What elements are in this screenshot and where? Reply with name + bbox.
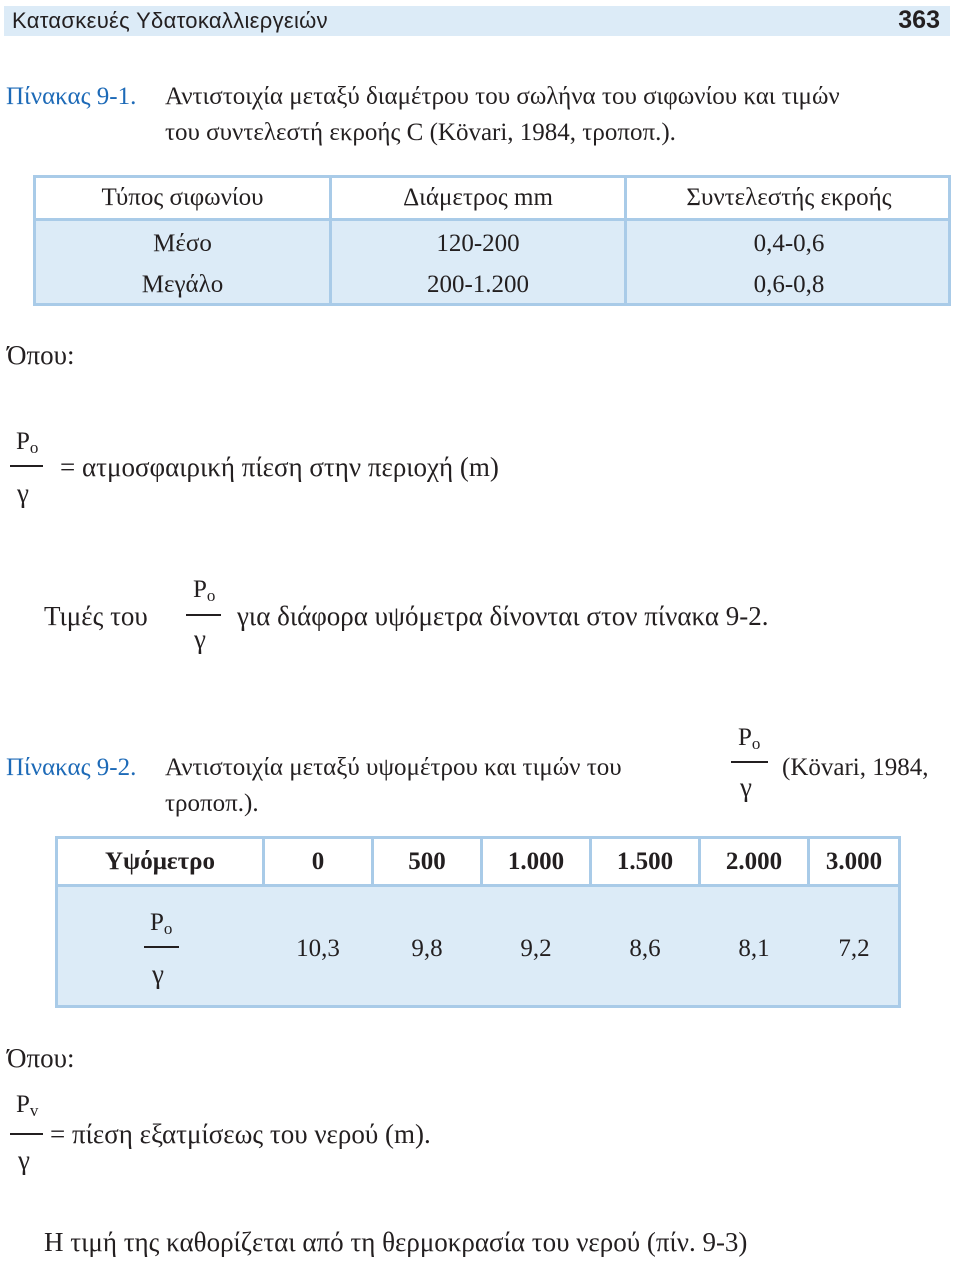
table2-caption-citation: (Kövari, 1984,: [782, 754, 929, 781]
running-header: [4, 6, 950, 36]
values-prefix: Τιμές του: [44, 601, 148, 631]
table-cell: 8,1: [738, 935, 770, 962]
table-cell: 9,2: [520, 935, 552, 962]
table-header-cell: Υψόμετρο: [104, 848, 215, 875]
definition-vapor-pressure: = πίεση εξατμίσεως του νερού (m).: [50, 1119, 431, 1149]
table-cell: 7,2: [838, 935, 870, 962]
table-header-cell: Συντελεστής εκροής: [686, 184, 892, 211]
table-cell: 120-200: [436, 230, 520, 257]
table2-caption-label: Πίνακας 9-2.: [6, 754, 137, 781]
table-header-cell: Τύπος σιφωνίου: [101, 184, 264, 211]
table1-caption-line1: Αντιστοιχία μεταξύ διαμέτρου του σωλήνα του σιφωνίου και τιμών: [165, 83, 840, 110]
table-header-cell: 2.000: [725, 848, 783, 875]
altitude-table: Υψόμετρο 0 500 1.000 1.500 2.000 3.000 Po γ 10,3 9,8 9,2 8,6 8,1 7,2: [55, 836, 901, 1008]
values-suffix: για διάφορα υψόμετρα δίνονται στον πίνακα 9-2.: [237, 601, 769, 631]
table2-caption-line2: τροποπ.).: [165, 790, 259, 817]
table2-caption-line1: Αντιστοιχία μεταξύ υψομέτρου και τιμών του: [165, 754, 622, 781]
table-header-cell: 0: [311, 848, 325, 875]
table-cell: 9,8: [411, 935, 443, 962]
table-header-cell: 3.000: [825, 848, 883, 875]
closing-sentence: Η τιμή της καθορίζεται από τη θερμοκρασία του νερού (πίν. 9-3): [44, 1227, 748, 1257]
book-title: Κατασκευές Υδατοκαλλιεργειών: [12, 8, 328, 33]
fraction-bar: [144, 946, 179, 948]
table-cell: 0,6-0,8: [753, 271, 825, 298]
fraction-bar: [731, 761, 768, 763]
table-cell: Μέσο: [153, 230, 212, 257]
fraction-bar: [10, 465, 43, 467]
where-label: Όπου:: [7, 340, 75, 370]
table1-caption-label: Πίνακας 9-1.: [6, 83, 137, 110]
page-number: 363: [898, 6, 940, 34]
definition-atmospheric-pressure: = ατμοσφαιρική πίεση στην περιοχή (m): [60, 452, 499, 482]
table-header-cell: 500: [408, 848, 446, 875]
where-label: Όπου:: [7, 1043, 75, 1073]
table-cell: 200-1.200: [426, 271, 530, 298]
table-cell: Μεγάλο: [141, 271, 224, 298]
table-cell: 0,4-0,6: [753, 230, 825, 257]
table-cell: 8,6: [629, 935, 661, 962]
table-header-cell: 1.000: [507, 848, 565, 875]
table-header-cell: 1.500: [616, 848, 674, 875]
siphon-table: [33, 175, 951, 306]
table1-caption-line2: του συντελεστή εκροής C (Kövari, 1984, τροποπ.).: [165, 119, 676, 146]
fraction-bar: [186, 614, 221, 616]
table-header-cell: Διάμετρος mm: [403, 184, 553, 211]
fraction-bar: [10, 1133, 43, 1135]
table-cell: 10,3: [296, 935, 340, 962]
